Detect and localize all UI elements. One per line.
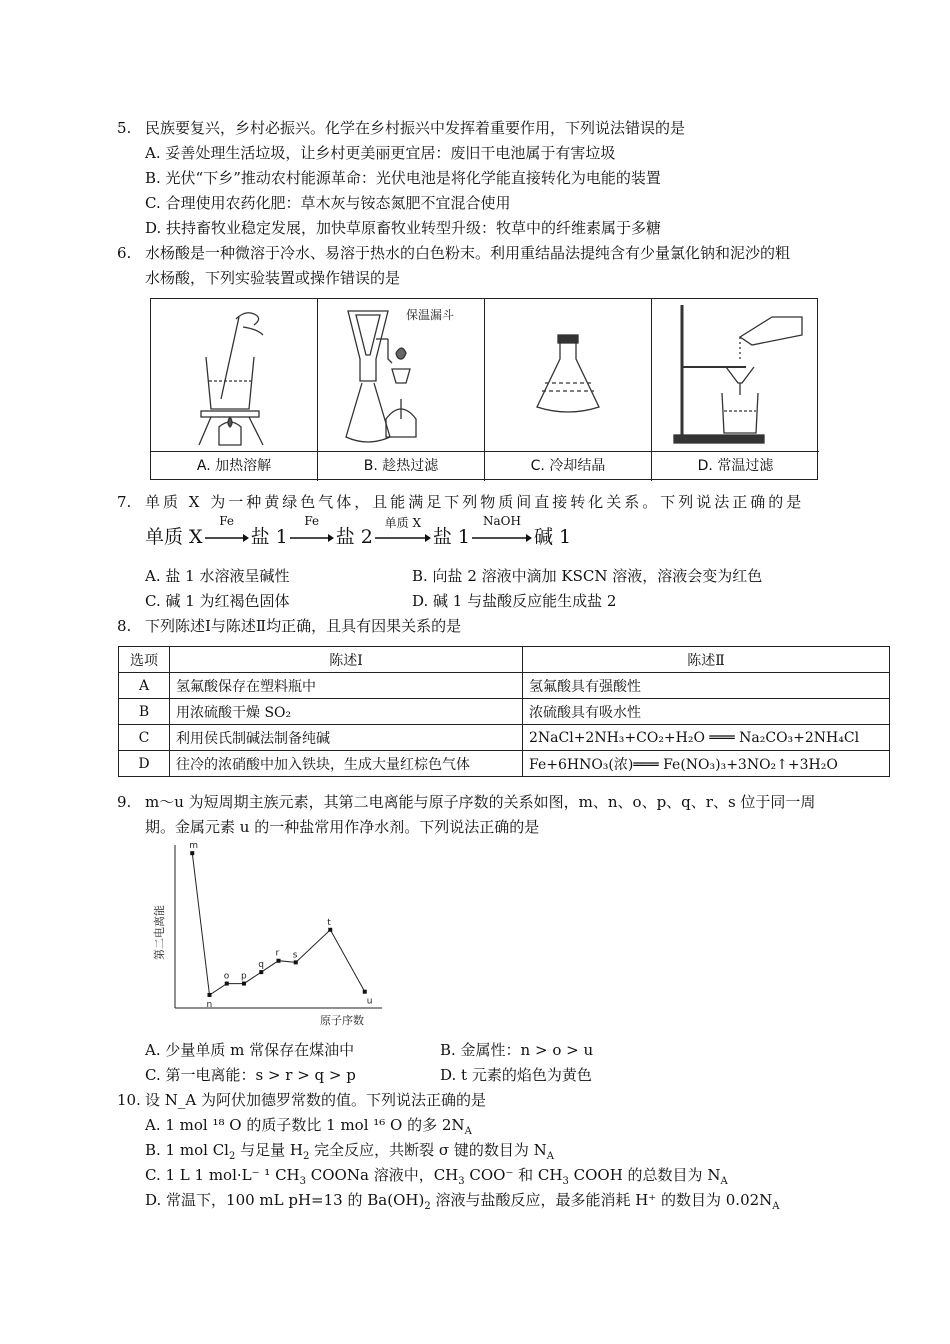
point-label-n: n bbox=[206, 999, 213, 1010]
chain-arrow-1 bbox=[205, 514, 249, 548]
apparatus-d bbox=[652, 299, 819, 481]
apparatus-b bbox=[318, 299, 485, 481]
option-d: D. 碱 1 与盐酸反应能生成盐 2 bbox=[412, 592, 617, 610]
question-stem: 设 N_A 为阿伏加德罗常数的值。下列说法正确的是 bbox=[145, 1091, 486, 1109]
hot-filtration-illustration bbox=[318, 299, 485, 451]
row-option: B bbox=[119, 699, 170, 725]
question-number: 9. bbox=[117, 793, 132, 811]
chain-reagent-3: 单质 X bbox=[384, 516, 422, 530]
room-temp-filtration-illustration bbox=[652, 299, 819, 451]
point-label-q: q bbox=[258, 960, 264, 971]
question-stem: 单质 X 为一种黄绿色气体，且能满足下列物质间直接转化关系。下列说法正确的是 bbox=[145, 493, 805, 511]
option-b: B. 1 mol $Cl_2$ 与足量 $H_2$ 完全反应，共断裂 σ 键的数目为 $N_A$ bbox=[145, 1141, 555, 1162]
chain-reagent-4: NaOH bbox=[483, 514, 521, 528]
question-stem-cont: 期。金属元素 u 的一种盐常用作净水剂。下列说法正确的是 bbox=[145, 818, 540, 836]
chain-reagent-1: Fe bbox=[219, 514, 234, 528]
chain-substance-2: 盐 1 bbox=[250, 526, 288, 548]
chain-arrow-2 bbox=[290, 514, 334, 548]
question-stem: 水杨酸是一种微溶于冷水、易溶于热水的白色粉末。利用重结晶法提纯含有少量氯化钠和泥沙的粗 bbox=[145, 244, 791, 262]
question-number: 7. bbox=[117, 493, 132, 511]
funnel-label: 保温漏斗 bbox=[406, 308, 455, 322]
question-10 bbox=[117, 1088, 877, 1113]
caption-b: B. 趁热过滤 bbox=[318, 451, 484, 481]
option-c: C. 1 L 1 mol·L⁻ ¹ $CH_3$ COONa 溶液中，$CH_3$ COO⁻ 和 $CH_3$ COOH 的总数目为 $N_A$ bbox=[145, 1166, 728, 1187]
option-a: A. 1 mol ¹⁸ O 的质子数比 1 mol ¹⁶ O 的多 $2N_A$ bbox=[145, 1116, 472, 1137]
option-a: A. 妥善处理生活垃圾，让乡村更美丽更宜居：废旧干电池属于有害垃圾 bbox=[145, 144, 616, 162]
caption-a: A. 加热溶解 bbox=[151, 451, 317, 481]
data-point-s bbox=[294, 960, 298, 964]
question-9 bbox=[117, 790, 877, 840]
option-b: B. 光伏“下乡”推动农村能源革命：光伏电池是将化学能直接转化为电能的装置 bbox=[145, 169, 661, 187]
y-axis-label: 第二电离能 bbox=[153, 905, 166, 960]
erlenmeyer-flask-illustration bbox=[485, 299, 652, 451]
data-point-u bbox=[363, 990, 367, 994]
question-5 bbox=[117, 116, 877, 141]
data-point-p bbox=[242, 982, 246, 986]
option-d: D. 常温下，100 mL pH=13 的 $Ba(OH)_2$ 溶液与盐酸反应，最多能消耗 H⁺ 的数目为 $0.02N_A$ bbox=[145, 1191, 780, 1212]
chain-substance-1: 单质 X bbox=[145, 526, 203, 548]
option-d: D. 扶持畜牧业稳定发展，加快草原畜牧业转型升级：牧草中的纤维素属于多糖 bbox=[145, 219, 662, 237]
question-number: 8. bbox=[117, 617, 132, 635]
row-statement-2: 氢氟酸具有强酸性 bbox=[523, 673, 890, 699]
chain-arrow-3 bbox=[375, 516, 431, 548]
apparatus-c bbox=[485, 299, 652, 481]
question-6 bbox=[117, 241, 877, 291]
question-7 bbox=[117, 490, 877, 515]
option-b: B. 金属性：n > o > u bbox=[440, 1041, 594, 1059]
option-c: C. 碱 1 为红褐色固体 bbox=[145, 592, 290, 610]
question-stem: m～u 为短周期主族元素，其第二电离能与原子序数的关系如图，m、n、o、p、q、r、s 位于同一周 bbox=[145, 793, 816, 811]
option-c: C. 第一电离能：s > r > q > p bbox=[145, 1066, 356, 1084]
data-point-t bbox=[328, 928, 332, 932]
caption-d: D. 常温过滤 bbox=[652, 451, 819, 481]
question-stem-cont: 水杨酸，下列实验装置或操作错误的是 bbox=[145, 269, 401, 287]
point-label-o: o bbox=[223, 971, 230, 982]
question-number: 10. bbox=[117, 1091, 141, 1109]
option-a: A. 盐 1 水溶液呈碱性 bbox=[145, 567, 290, 585]
data-point-q bbox=[259, 970, 263, 974]
row-statement-1: 氢氟酸保存在塑料瓶中 bbox=[170, 673, 523, 699]
statement-table bbox=[118, 646, 890, 777]
row-statement-1: 用浓硫酸干燥 SO₂ bbox=[170, 699, 523, 725]
table-row bbox=[119, 673, 890, 699]
chain-substance-4: 盐 1 bbox=[432, 526, 470, 548]
data-point-o bbox=[225, 982, 229, 986]
caption-c: C. 冷却结晶 bbox=[485, 451, 651, 481]
question-stem: 民族要复兴，乡村必振兴。化学在乡村振兴中发挥着重要作用，下列说法错误的是 bbox=[145, 119, 686, 137]
conversion-chain bbox=[145, 514, 572, 549]
row-option: D bbox=[119, 751, 170, 777]
point-label-r: r bbox=[275, 948, 280, 959]
apparatus-table bbox=[150, 298, 818, 480]
row-statement-1: 往冷的浓硝酸中加入铁块，生成大量红棕色气体 bbox=[170, 751, 523, 777]
header-option: 选项 bbox=[119, 647, 170, 673]
row-option: A bbox=[119, 673, 170, 699]
question-stem: 下列陈述Ⅰ与陈述Ⅱ均正确，且具有因果关系的是 bbox=[145, 617, 462, 635]
question-number: 5. bbox=[117, 119, 132, 137]
option-d: D. t 元素的焰色为黄色 bbox=[440, 1066, 592, 1084]
header-statement-2: 陈述Ⅱ bbox=[523, 647, 890, 673]
point-label-s: s bbox=[292, 950, 298, 961]
table-row bbox=[119, 725, 890, 751]
x-axis-label: 原子序数 bbox=[320, 1014, 364, 1027]
point-label-u: u bbox=[366, 996, 373, 1007]
chain-arrow-4 bbox=[472, 514, 532, 548]
chain-reagent-2: Fe bbox=[304, 514, 320, 528]
ionization-energy-chart bbox=[150, 840, 390, 1030]
row-option: C bbox=[119, 725, 170, 751]
data-point-m bbox=[190, 851, 194, 855]
point-label-m: m bbox=[189, 841, 199, 852]
table-row bbox=[119, 699, 890, 725]
data-point-n bbox=[208, 993, 212, 997]
point-label-p: p bbox=[241, 971, 247, 982]
row-statement-1: 利用侯氏制碱法制备纯碱 bbox=[170, 725, 523, 751]
point-label-t: t bbox=[327, 917, 331, 928]
header-statement-1: 陈述Ⅰ bbox=[170, 647, 523, 673]
heating-dissolution-illustration bbox=[151, 299, 318, 451]
option-b: B. 向盐 2 溶液中滴加 KSCN 溶液，溶液会变为红色 bbox=[412, 567, 763, 585]
option-c: C. 合理使用农药化肥：草木灰与铵态氮肥不宜混合使用 bbox=[145, 194, 511, 212]
question-8 bbox=[117, 614, 877, 639]
chain-substance-5: 碱 1 bbox=[534, 526, 572, 548]
row-statement-2: 浓硫酸具有吸水性 bbox=[523, 699, 890, 725]
table-header-row bbox=[119, 647, 890, 673]
row-statement-2: 2NaCl+2NH₃+CO₂+H₂O ═══ Na₂CO₃+2NH₄Cl bbox=[523, 725, 890, 751]
row-statement-2: Fe+6HNO₃(浓)═══ Fe(NO₃)₃+3NO₂↑+3H₂O bbox=[523, 751, 890, 777]
data-point-r bbox=[277, 959, 281, 963]
apparatus-a bbox=[151, 299, 318, 481]
chain-substance-3: 盐 2 bbox=[335, 526, 373, 548]
series-line bbox=[192, 853, 364, 995]
option-a: A. 少量单质 m 常保存在煤油中 bbox=[145, 1041, 355, 1059]
question-number: 6. bbox=[117, 244, 132, 262]
table-row bbox=[119, 751, 890, 777]
